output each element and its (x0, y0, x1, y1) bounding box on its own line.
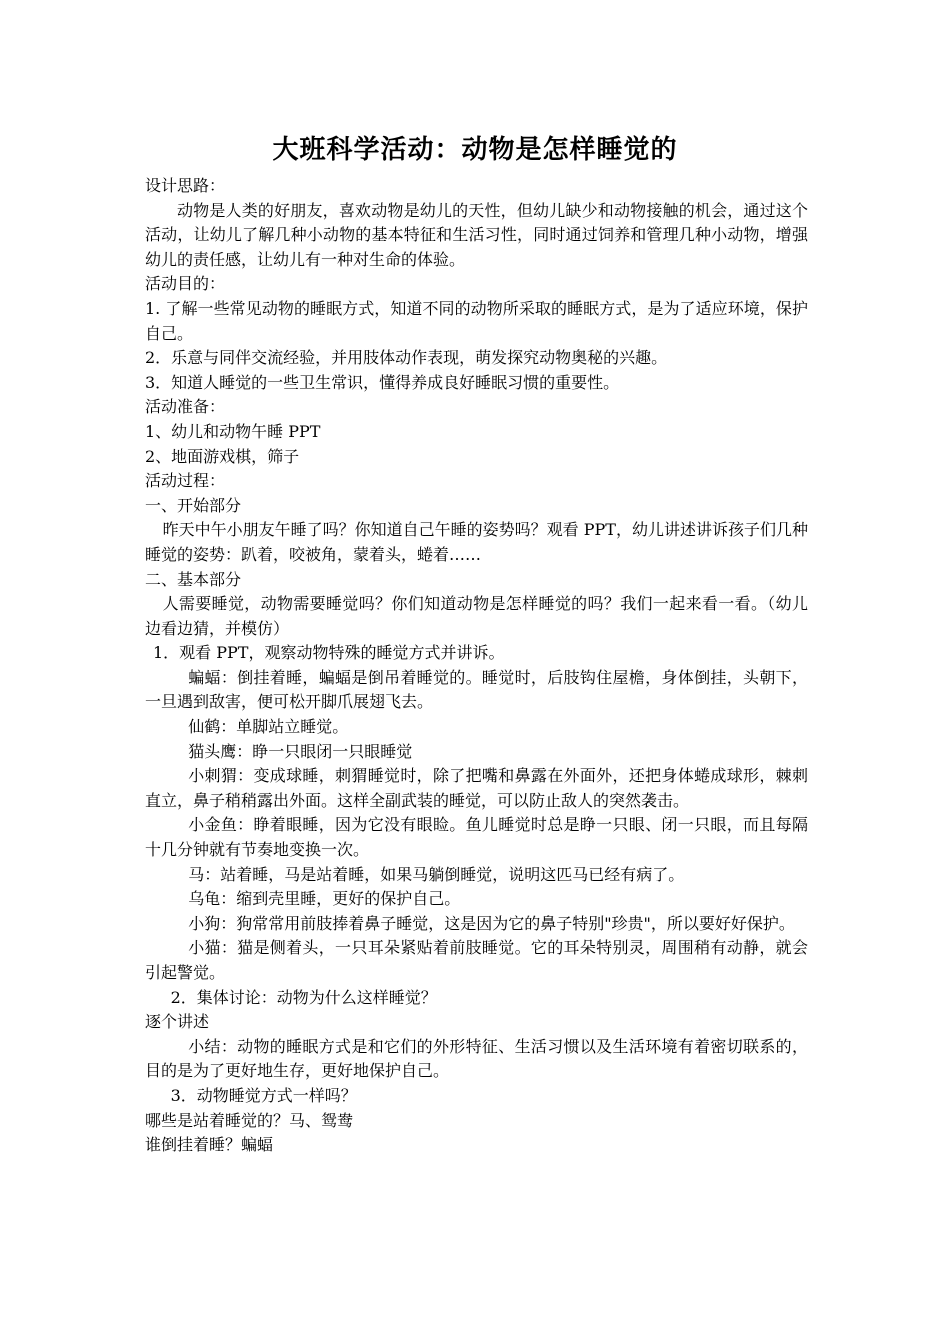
animal-turtle: 乌龟：缩到壳里睡，更好的保护自己。 (188, 889, 461, 909)
goal-item-3: 3．知道人睡觉的一些卫生常识，懂得养成良好睡眠习惯的重要性。 (145, 372, 620, 392)
animal-bat: 蝙蝠：倒挂着睡，蝙蝠是倒吊着睡觉的。睡觉时，后肢钩住屋檐，身体倒挂，头朝下，一旦遇到敌害，便可松开脚爪展翅飞去。 (145, 667, 808, 712)
step-2-summary: 小结：动物的睡眠方式是和它们的外形特征、生活习惯以及生活环境有着密切联系的，目的是为了更好地生存，更好地保护自己。 (145, 1036, 808, 1081)
animal-goldfish: 小金鱼：睁着眼睡，因为它没有眼睑。鱼儿睡觉时总是睁一只眼、闭一只眼，而且每隔十几分钟就有节奏地变换一次。 (145, 815, 808, 860)
section-start: 一、开始部分 (145, 495, 242, 515)
heading-activity-process: 活动过程： (145, 471, 226, 491)
goal-item-2: 2．乐意与同伴交流经验，并用肢体动作表现，萌发探究动物奥秘的兴趣。 (145, 348, 668, 368)
step-1-heading: 1．观看 PPT，观察动物特殊的睡觉方式并讲诉。 (153, 643, 505, 663)
animal-crane: 仙鹤：单脚站立睡觉。 (188, 717, 349, 737)
section-basic: 二、基本部分 (145, 569, 242, 589)
preparation-item-2: 2、地面游戏棋，筛子 (145, 446, 300, 466)
step-2-heading: 2．集体讨论：动物为什么这样睡觉？ (170, 987, 437, 1007)
document-title: 大班科学活动：动物是怎样睡觉的 (272, 135, 678, 165)
animal-hedgehog: 小刺猬：变成球睡，刺猬睡觉时，除了把嘴和鼻露在外面外，还把身体蜷成球形，棘刺直立，鼻子稍稍露出外面。这样全副武装的睡觉，可以防止敌人的突然袭击。 (145, 766, 808, 810)
animal-horse: 马：站着睡，马是站着睡，如果马躺倒睡觉，说明这匹马已经有病了。 (188, 864, 685, 884)
heading-activity-preparation: 活动准备： (145, 397, 226, 417)
paragraph-start: 昨天中午小朋友午睡了吗？你知道自己午睡的姿势吗？观看 PPT，幼儿讲述讲诉孩子们几种睡觉的姿势：趴着，咬被角，蒙着头，蜷着…… (145, 520, 808, 564)
step-3-heading: 3．动物睡觉方式一样吗？ (170, 1085, 357, 1105)
document-body (145, 174, 808, 1158)
preparation-item-1: 1、幼儿和动物午睡 PPT (145, 421, 321, 441)
goal-item-1: 1. 了解一些常见动物的睡眠方式，知道不同的动物所采取的睡眠方式，是为了适应环境，保护自己。 (145, 298, 808, 343)
heading-design-idea: 设计思路： (145, 176, 226, 195)
animal-cat: 小猫：猫是侧着头，一只耳朵紧贴着前肢睡觉。它的耳朵特别灵，周围稍有动静，就会引起警觉。 (145, 938, 808, 982)
animal-dog: 小狗：狗常常用前肢捧着鼻子睡觉，这是因为它的鼻子特别"珍贵"，所以要好好保护。 (188, 913, 795, 933)
heading-activity-goals: 活动目的： (145, 274, 226, 294)
paragraph-design-idea: 动物是人类的好朋友，喜欢动物是幼儿的天性，但幼儿缺少和动物接触的机会，通过这个活动，让幼儿了解几种小动物的基本特征和生活习性，同时通过饲养和管理几种小动物，增强幼儿的责任感，让幼儿有一种对生命的体验。 (145, 200, 808, 269)
animal-owl: 猫头鹰：睁一只眼闭一只眼睡觉 (188, 741, 413, 761)
step-3-question-2: 谁倒挂着睡？蝙蝠 (145, 1135, 274, 1155)
step-3-question-1: 哪些是站着睡觉的？马、鸳鸯 (145, 1110, 354, 1130)
step-2-detail: 逐个讲述 (145, 1012, 210, 1032)
paragraph-basic-intro: 人需要睡觉，动物需要睡觉吗？你们知道动物是怎样睡觉的吗？我们一起来看一看。（幼儿边看边猜，并模仿） (145, 594, 808, 638)
